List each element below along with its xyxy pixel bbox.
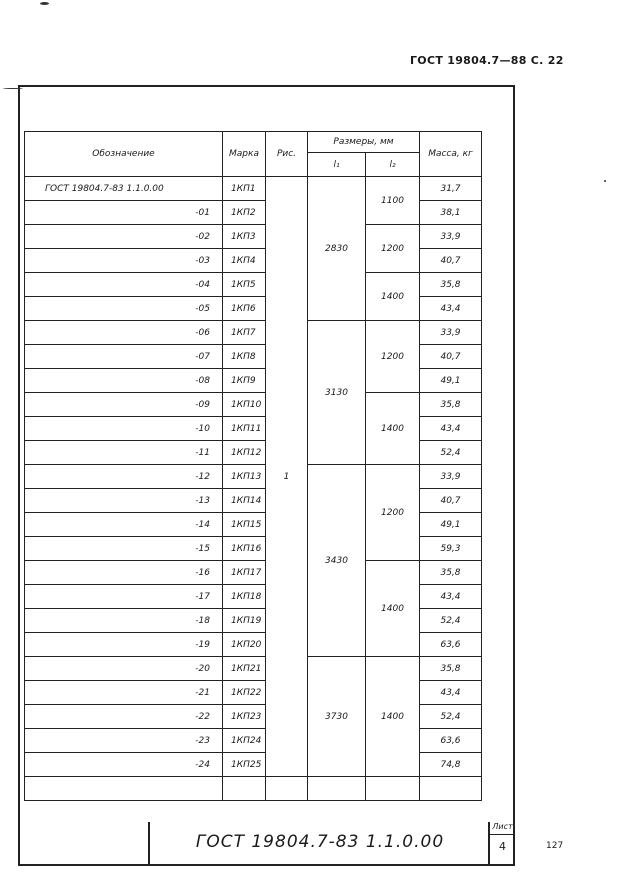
mass-cell: 52,4 bbox=[420, 441, 482, 465]
designation-cell: -06 bbox=[25, 321, 223, 345]
designation-cell: -14 bbox=[25, 513, 223, 537]
l2-cell: 1400 bbox=[366, 273, 420, 321]
mark-cell: 1КП16 bbox=[223, 537, 266, 561]
l2-cell: 1400 bbox=[366, 393, 420, 465]
mark-cell: 1КП13 bbox=[223, 465, 266, 489]
mark-cell: 1КП22 bbox=[223, 681, 266, 705]
header-figure: Рис. bbox=[266, 132, 308, 177]
page-number: 127 bbox=[546, 841, 564, 851]
mass-cell: 40,7 bbox=[420, 249, 482, 273]
table-row bbox=[25, 561, 482, 585]
l2-cell: 1200 bbox=[366, 465, 420, 561]
l2-cell: 1400 bbox=[366, 561, 420, 657]
empty-cell bbox=[420, 777, 482, 801]
mark-cell: 1КП12 bbox=[223, 441, 266, 465]
mark-cell: 1КП10 bbox=[223, 393, 266, 417]
mark-cell: 1КП9 bbox=[223, 369, 266, 393]
header-row bbox=[25, 132, 482, 153]
mark-cell: 1КП11 bbox=[223, 417, 266, 441]
l1-cell: 3130 bbox=[308, 321, 366, 465]
mark-cell: 1КП15 bbox=[223, 513, 266, 537]
mark-cell: 1КП21 bbox=[223, 657, 266, 681]
mark-cell: 1КП17 bbox=[223, 561, 266, 585]
designation-cell: -22 bbox=[25, 705, 223, 729]
mark-cell: 1КП4 bbox=[223, 249, 266, 273]
mass-cell: 52,4 bbox=[420, 705, 482, 729]
designation-cell: -23 bbox=[25, 729, 223, 753]
header-dimensions: Размеры, мм bbox=[308, 132, 420, 153]
table-row bbox=[25, 465, 482, 489]
mass-cell: 40,7 bbox=[420, 345, 482, 369]
empty-cell bbox=[266, 777, 308, 801]
l2-cell: 1100 bbox=[366, 177, 420, 225]
designation-cell: -15 bbox=[25, 537, 223, 561]
mark-cell: 1КП24 bbox=[223, 729, 266, 753]
designation-cell: -11 bbox=[25, 441, 223, 465]
designation-cell: -20 bbox=[25, 657, 223, 681]
designation-cell: -07 bbox=[25, 345, 223, 369]
specification-table bbox=[24, 131, 482, 801]
empty-cell bbox=[25, 777, 223, 801]
mass-cell: 74,8 bbox=[420, 753, 482, 777]
designation-cell: -17 bbox=[25, 585, 223, 609]
mark-cell: 1КП23 bbox=[223, 705, 266, 729]
mass-cell: 33,9 bbox=[420, 465, 482, 489]
l2-cell: 1400 bbox=[366, 657, 420, 777]
mass-cell: 33,9 bbox=[420, 225, 482, 249]
l1-cell: 2830 bbox=[308, 177, 366, 321]
mass-cell: 52,4 bbox=[420, 609, 482, 633]
empty-cell bbox=[223, 777, 266, 801]
l2-cell: 1200 bbox=[366, 321, 420, 393]
figure-cell: 1 bbox=[266, 177, 308, 777]
mark-cell: 1КП2 bbox=[223, 201, 266, 225]
header-document-id: ГОСТ 19804.7—88 С. 22 bbox=[410, 54, 564, 67]
mass-cell: 35,8 bbox=[420, 273, 482, 297]
mark-cell: 1КП6 bbox=[223, 297, 266, 321]
table-row bbox=[25, 657, 482, 681]
mass-cell: 43,4 bbox=[420, 297, 482, 321]
mark-cell: 1КП14 bbox=[223, 489, 266, 513]
mass-cell: 31,7 bbox=[420, 177, 482, 201]
mass-cell: 49,1 bbox=[420, 369, 482, 393]
header-designation: Обозначение bbox=[25, 132, 223, 177]
scan-mark bbox=[40, 2, 49, 5]
designation-cell: -16 bbox=[25, 561, 223, 585]
mark-cell: 1КП3 bbox=[223, 225, 266, 249]
mass-cell: 35,8 bbox=[420, 561, 482, 585]
l1-cell: 3430 bbox=[308, 465, 366, 657]
mass-cell: 63,6 bbox=[420, 729, 482, 753]
sheet-label: Лист bbox=[490, 822, 515, 835]
designation-cell: -21 bbox=[25, 681, 223, 705]
mark-cell: 1КП7 bbox=[223, 321, 266, 345]
mass-cell: 63,6 bbox=[420, 633, 482, 657]
mass-cell: 43,4 bbox=[420, 417, 482, 441]
mass-cell: 38,1 bbox=[420, 201, 482, 225]
mark-cell: 1КП19 bbox=[223, 609, 266, 633]
table-row bbox=[25, 393, 482, 417]
designation-cell: -18 bbox=[25, 609, 223, 633]
mass-cell: 40,7 bbox=[420, 489, 482, 513]
mass-cell: 59,3 bbox=[420, 537, 482, 561]
header-mark: Марка bbox=[223, 132, 266, 177]
header-l2: l₂ bbox=[366, 153, 420, 177]
mark-cell: 1КП8 bbox=[223, 345, 266, 369]
mass-cell: 49,1 bbox=[420, 513, 482, 537]
mark-cell: 1КП25 bbox=[223, 753, 266, 777]
mass-cell: 35,8 bbox=[420, 657, 482, 681]
table-row bbox=[25, 321, 482, 345]
mark-cell: 1КП5 bbox=[223, 273, 266, 297]
mass-cell: 43,4 bbox=[420, 585, 482, 609]
mark-cell: 1КП20 bbox=[223, 633, 266, 657]
designation-cell: -04 bbox=[25, 273, 223, 297]
sheet-box bbox=[488, 822, 515, 866]
l2-cell: 1200 bbox=[366, 225, 420, 273]
designation-cell: -05 bbox=[25, 297, 223, 321]
table-row bbox=[25, 177, 482, 201]
designation-cell: -01 bbox=[25, 201, 223, 225]
designation-cell: -24 bbox=[25, 753, 223, 777]
header-mass: Масса, кг bbox=[420, 132, 482, 177]
mass-cell: 35,8 bbox=[420, 393, 482, 417]
table-row-empty bbox=[25, 777, 482, 801]
sheet-number: 4 bbox=[499, 840, 506, 853]
designation-cell: -09 bbox=[25, 393, 223, 417]
table-row bbox=[25, 225, 482, 249]
mark-cell: 1КП1 bbox=[223, 177, 266, 201]
scan-mark bbox=[604, 180, 606, 182]
empty-cell bbox=[308, 777, 366, 801]
designation-cell: -19 bbox=[25, 633, 223, 657]
mass-cell: 33,9 bbox=[420, 321, 482, 345]
designation-cell: -12 bbox=[25, 465, 223, 489]
empty-cell bbox=[366, 777, 420, 801]
scan-mark bbox=[3, 88, 23, 89]
title-block bbox=[148, 822, 490, 864]
designation-cell: -02 bbox=[25, 225, 223, 249]
table-row bbox=[25, 273, 482, 297]
title-block-code: ГОСТ 19804.7-83 1.1.0.00 bbox=[195, 832, 445, 852]
designation-cell: -03 bbox=[25, 249, 223, 273]
designation-cell: -08 bbox=[25, 369, 223, 393]
designation-cell: -10 bbox=[25, 417, 223, 441]
header-l1: l₁ bbox=[308, 153, 366, 177]
mark-cell: 1КП18 bbox=[223, 585, 266, 609]
designation-cell: ГОСТ 19804.7-83 1.1.0.00 bbox=[25, 177, 223, 201]
l1-cell: 3730 bbox=[308, 657, 366, 777]
designation-cell: -13 bbox=[25, 489, 223, 513]
mass-cell: 43,4 bbox=[420, 681, 482, 705]
